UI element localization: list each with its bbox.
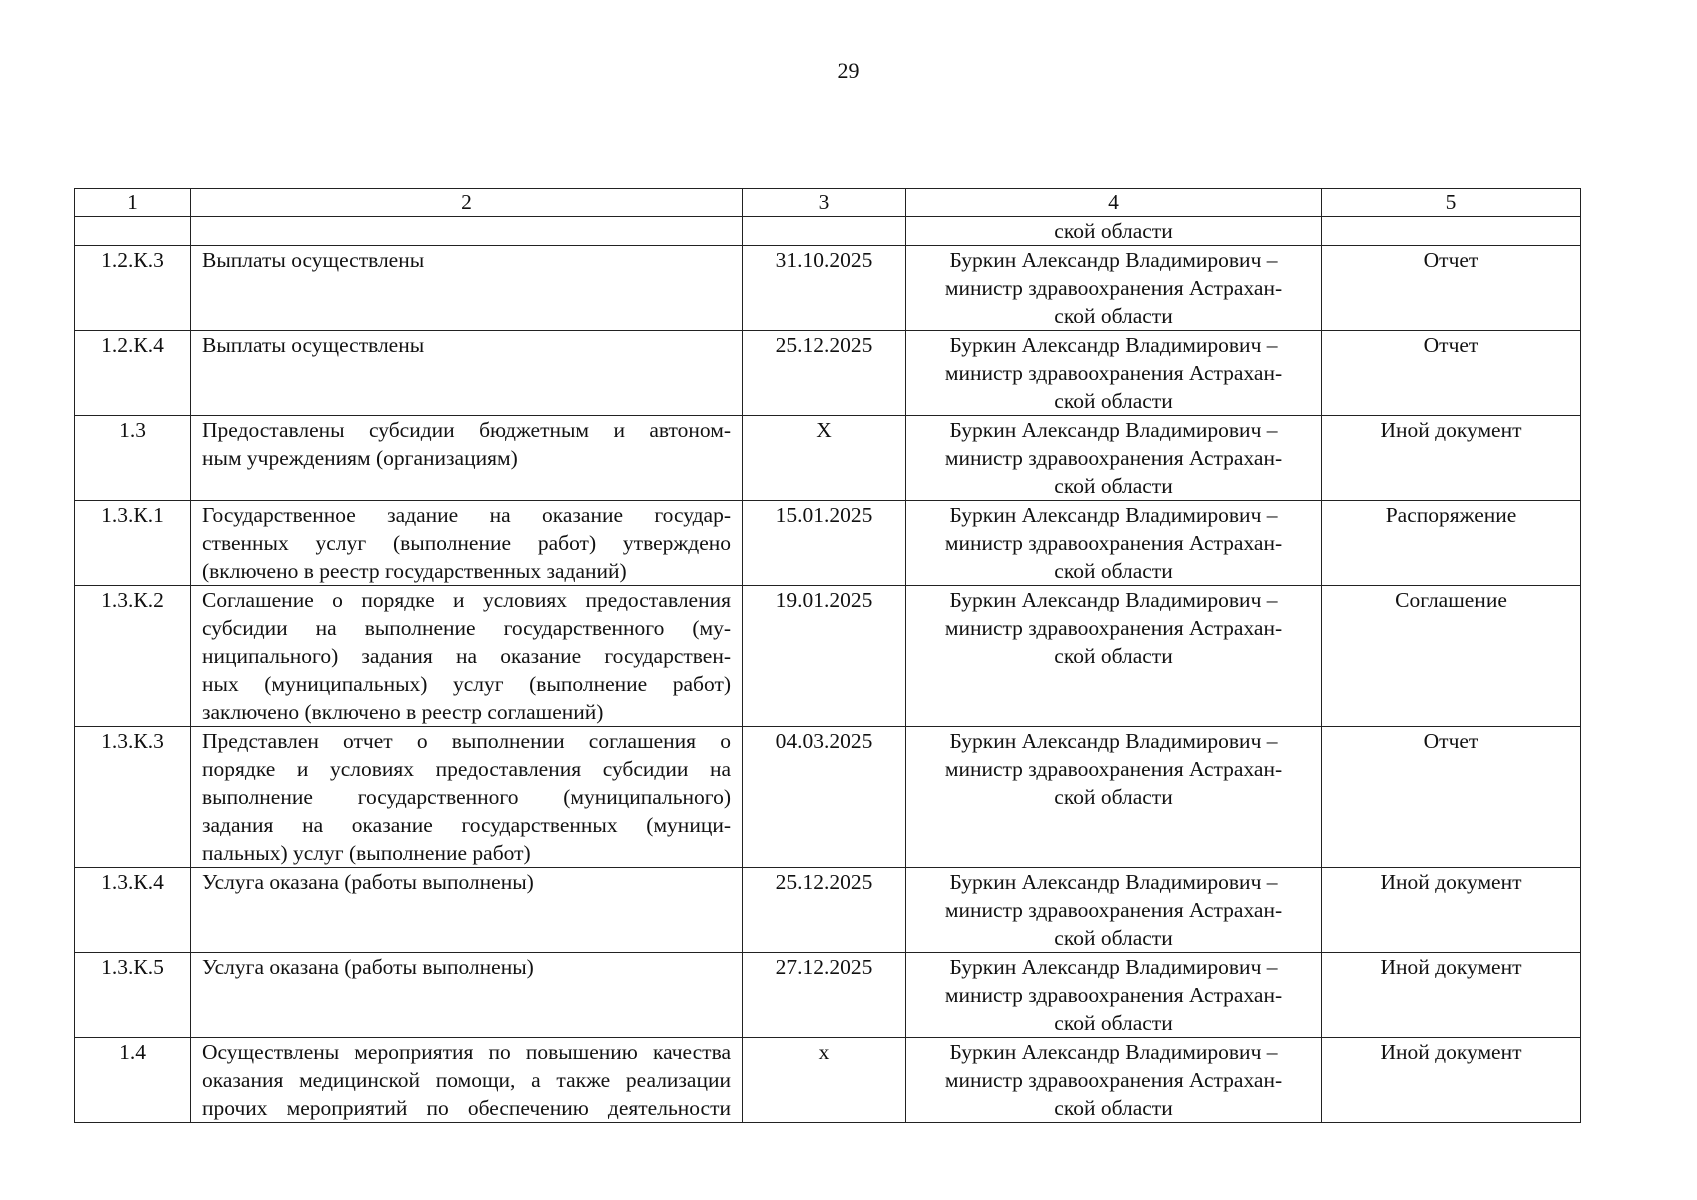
responsible-line: ской области	[1054, 1096, 1173, 1120]
measure-description	[191, 868, 743, 953]
measure-description	[191, 727, 743, 868]
responsible-line: ской области	[1054, 474, 1173, 498]
document-type: Иной документ	[1322, 953, 1581, 1038]
deadline-date: 19.01.2025	[743, 586, 906, 727]
table-cell	[743, 217, 906, 246]
description-line: Услуга оказана (работы выполнены)	[202, 955, 534, 979]
measure-description	[191, 416, 743, 501]
page-number: 29	[837, 58, 860, 83]
responsible-cell: ской области	[906, 217, 1322, 246]
document-type: Иной документ	[1322, 1038, 1581, 1123]
measure-number: 1.2.К.3	[75, 246, 191, 331]
deadline-date: 25.12.2025	[743, 331, 906, 416]
deadline-date: 15.01.2025	[743, 501, 906, 586]
measures-table	[74, 188, 1581, 1123]
document-type: Распоряжение	[1322, 501, 1581, 586]
responsible-line: министр здравоохранения Астрахан-	[944, 1068, 1283, 1092]
column-header: 5	[1322, 189, 1581, 217]
responsible-cell	[906, 1038, 1322, 1123]
measure-number: 1.4	[75, 1038, 191, 1123]
measure-number: 1.3.К.2	[75, 586, 191, 727]
column-header: 1	[75, 189, 191, 217]
responsible-line: ской области	[1054, 1011, 1173, 1035]
deadline-date: Х	[743, 416, 906, 501]
measure-number: 1.3.К.4	[75, 868, 191, 953]
column-header: 4	[906, 189, 1322, 217]
description-line: ным учреждениям (организациям)	[202, 446, 518, 470]
deadline-date: 25.12.2025	[743, 868, 906, 953]
table-row	[75, 953, 1581, 1038]
description-line: задания на оказание государственных (муници-	[202, 813, 731, 837]
responsible-line: министр здравоохранения Астрахан-	[944, 983, 1283, 1007]
document-type: Иной документ	[1322, 868, 1581, 953]
column-header: 2	[191, 189, 743, 217]
responsible-line: Буркин Александр Владимирович –	[949, 588, 1278, 612]
responsible-cell	[906, 246, 1322, 331]
responsible-line: ской области	[1054, 389, 1173, 413]
description-line: оказания медицинской помощи, а также реализации	[202, 1068, 731, 1092]
description-line: ственных услуг (выполнение работ) утверждено	[202, 531, 731, 555]
description-line: Выплаты осуществлены	[202, 333, 425, 357]
responsible-line: ской области	[1054, 304, 1173, 328]
measure-number: 1.3	[75, 416, 191, 501]
responsible-line: министр здравоохранения Астрахан-	[944, 757, 1283, 781]
continuation-row	[75, 217, 1581, 246]
table-cell	[191, 217, 743, 246]
responsible-line: министр здравоохранения Астрахан-	[944, 616, 1283, 640]
responsible-cell	[906, 868, 1322, 953]
measure-description	[191, 586, 743, 727]
measure-number: 1.2.К.4	[75, 331, 191, 416]
document-type: Отчет	[1322, 331, 1581, 416]
description-line: ниципального) задания на оказание государствен-	[202, 644, 731, 668]
responsible-line: Буркин Александр Владимирович –	[949, 729, 1278, 753]
description-line: Услуга оказана (работы выполнены)	[202, 870, 534, 894]
responsible-cell	[906, 953, 1322, 1038]
responsible-cell	[906, 586, 1322, 727]
measure-description	[191, 501, 743, 586]
responsible-line: Буркин Александр Владимирович –	[949, 333, 1278, 357]
measure-description	[191, 246, 743, 331]
responsible-line: ской области	[1054, 644, 1173, 668]
description-line: Выплаты осуществлены	[202, 248, 425, 272]
column-header: 3	[743, 189, 906, 217]
responsible-cell	[906, 331, 1322, 416]
responsible-line: Буркин Александр Владимирович –	[949, 418, 1278, 442]
description-line: Осуществлены мероприятия по повышению качества	[202, 1040, 731, 1064]
description-line: Представлен отчет о выполнении соглашения о	[202, 729, 731, 753]
document-type: Иной документ	[1322, 416, 1581, 501]
description-line: Государственное задание на оказание государ-	[202, 503, 731, 527]
table-header-row	[75, 189, 1581, 217]
measure-number: 1.3.К.5	[75, 953, 191, 1038]
measure-number: 1.3.К.1	[75, 501, 191, 586]
description-line: заключено (включено в реестр соглашений)	[202, 700, 604, 724]
description-line: ных (муниципальных) услуг (выполнение работ)	[202, 672, 731, 696]
document-type: Соглашение	[1322, 586, 1581, 727]
description-line: Соглашение о порядке и условиях предоставления	[202, 588, 731, 612]
document-type: Отчет	[1322, 246, 1581, 331]
table-row	[75, 501, 1581, 586]
responsible-cell	[906, 727, 1322, 868]
deadline-date: х	[743, 1038, 906, 1123]
responsible-line: Буркин Александр Владимирович –	[949, 870, 1278, 894]
table-row	[75, 586, 1581, 727]
responsible-line: министр здравоохранения Астрахан-	[944, 361, 1283, 385]
description-line: выполнение государственного (муниципального)	[202, 785, 731, 809]
description-line: субсидии на выполнение государственного (му-	[202, 616, 731, 640]
responsible-line: Буркин Александр Владимирович –	[949, 955, 1278, 979]
responsible-line: министр здравоохранения Астрахан-	[944, 531, 1283, 555]
description-line: порядке и условиях предоставления субсидии на	[202, 757, 731, 781]
document-type: Отчет	[1322, 727, 1581, 868]
table-cell	[75, 217, 191, 246]
table-row	[75, 331, 1581, 416]
description-line: (включено в реестр государственных заданий)	[202, 559, 627, 583]
table-row	[75, 416, 1581, 501]
measure-description	[191, 953, 743, 1038]
responsible-line: ской области	[1054, 926, 1173, 950]
responsible-line: ской области	[1054, 785, 1173, 809]
responsible-line: Буркин Александр Владимирович –	[949, 1040, 1278, 1064]
description-line: прочих мероприятий по обеспечению деятельности	[202, 1096, 731, 1120]
table-row	[75, 1038, 1581, 1123]
description-line: Предоставлены субсидии бюджетным и автоном-	[202, 418, 731, 442]
responsible-line: министр здравоохранения Астрахан-	[944, 446, 1283, 470]
table-row	[75, 727, 1581, 868]
deadline-date: 04.03.2025	[743, 727, 906, 868]
deadline-date: 31.10.2025	[743, 246, 906, 331]
description-line: пальных) услуг (выполнение работ)	[202, 841, 531, 865]
responsible-line: министр здравоохранения Астрахан-	[944, 276, 1283, 300]
responsible-cell	[906, 501, 1322, 586]
measure-number: 1.3.К.3	[75, 727, 191, 868]
measure-description	[191, 331, 743, 416]
responsible-line: Буркин Александр Владимирович –	[949, 248, 1278, 272]
responsible-line: ской области	[1054, 559, 1173, 583]
responsible-cell	[906, 416, 1322, 501]
responsible-line: Буркин Александр Владимирович –	[949, 503, 1278, 527]
table-row	[75, 246, 1581, 331]
responsible-line: министр здравоохранения Астрахан-	[944, 898, 1283, 922]
table-row	[75, 868, 1581, 953]
deadline-date: 27.12.2025	[743, 953, 906, 1038]
table-cell	[1322, 217, 1581, 246]
measure-description	[191, 1038, 743, 1123]
